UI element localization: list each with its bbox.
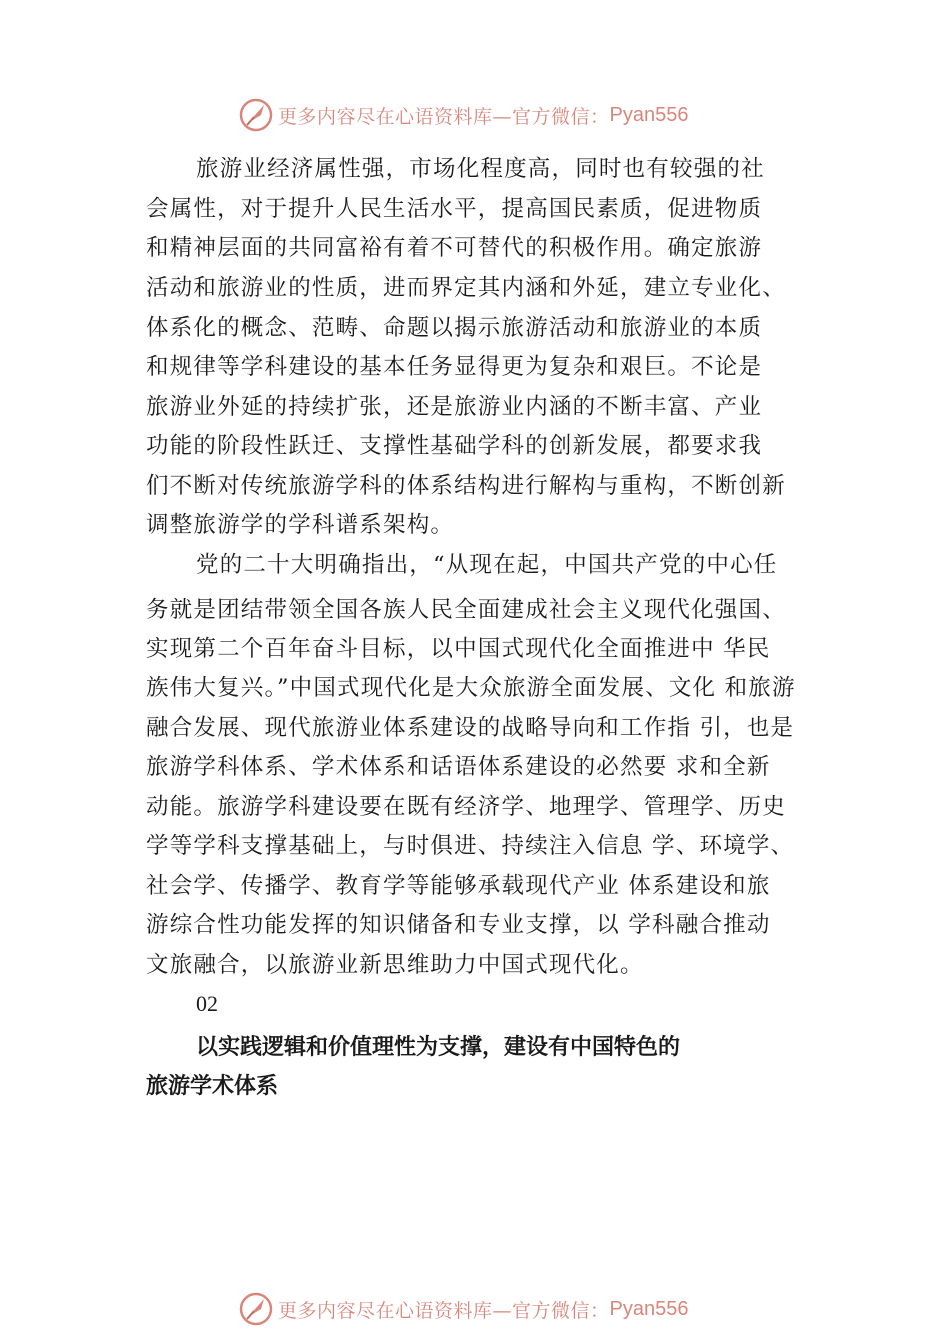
text-line: 功能的阶段性跃迁、支撑性基础学科的创新发展，都要求我	[146, 433, 763, 459]
heading-line: 旅游学术体系	[146, 1074, 279, 1099]
text-line: 社会学、传播学、教育学等能够承载现代产业 体系建设和旅	[146, 873, 771, 899]
text-line: 族伟大复兴。”中国式现代化是大众旅游全面发展、文化 和旅游	[146, 675, 796, 701]
text-line: 和规律等学科建设的基本任务显得更为复杂和艰巨。不论是	[146, 354, 763, 380]
header-site-text: 更多内容尽在心语资料库—官方微信：	[278, 105, 610, 128]
footer-wechat-id: Pyan556	[609, 1297, 689, 1320]
section-number: 02	[196, 991, 218, 1016]
footer-site-text: 更多内容尽在心语资料库—官方微信：	[278, 1299, 610, 1322]
quill-logo-icon	[238, 1291, 274, 1327]
text-line: 体系化的概念、范畴、命题以揭示旅游活动和旅游业的本质	[146, 315, 763, 341]
text-line: 务就是团结带领全国各族人民全面建成社会主义现代化强国、	[146, 597, 786, 623]
text-line: 党的二十大明确指出，“从现在起，中国共产党的中心任	[196, 552, 778, 578]
heading-line: 以实践逻辑和价值理性为支撑，建设有中国特色的	[196, 1035, 681, 1060]
text-line: 旅游业外延的持续扩张，还是旅游业内涵的不断丰富、产业	[146, 394, 763, 420]
text-line: 旅游业经济属性强，市场化程度高，同时也有较强的社	[196, 156, 765, 182]
quill-logo-icon	[238, 97, 274, 133]
text-line: 动能。旅游学科建设要在既有经济学、地理学、管理学、历史	[146, 794, 786, 820]
header-banner	[0, 95, 950, 135]
text-line: 会属性，对于提升人民生活水平，提高国民素质，促进物质	[146, 196, 763, 222]
text-line: 调整旅游学的学科谱系架构。	[146, 512, 455, 538]
footer-banner	[0, 1289, 950, 1329]
text-line: 学等学科支撑基础上，与时俱进、持续注入信息 学、环境学、	[146, 833, 795, 859]
text-line: 实现第二个百年奋斗目标，以中国式现代化全面推进中 华民	[146, 636, 771, 662]
text-line: 们不断对传统旅游学科的体系结构进行解构与重构，不断创新	[146, 473, 786, 499]
text-line: 融合发展、现代旅游业体系建设的战略导向和工作指 引，也是	[146, 715, 795, 741]
text-line: 旅游学科体系、学术体系和话语体系建设的必然要 求和全新	[146, 754, 771, 780]
header-wechat-id: Pyan556	[609, 103, 689, 126]
text-line: 文旅融合，以旅游业新思维助力中国式现代化。	[146, 952, 644, 978]
text-line: 活动和旅游业的性质，进而界定其内涵和外延，建立专业化、	[146, 275, 786, 301]
text-line: 游综合性功能发挥的知识储备和专业支撑，以 学科融合推动	[146, 912, 771, 938]
text-line: 和精神层面的共同富裕有着不可替代的积极作用。确定旅游	[146, 235, 763, 261]
